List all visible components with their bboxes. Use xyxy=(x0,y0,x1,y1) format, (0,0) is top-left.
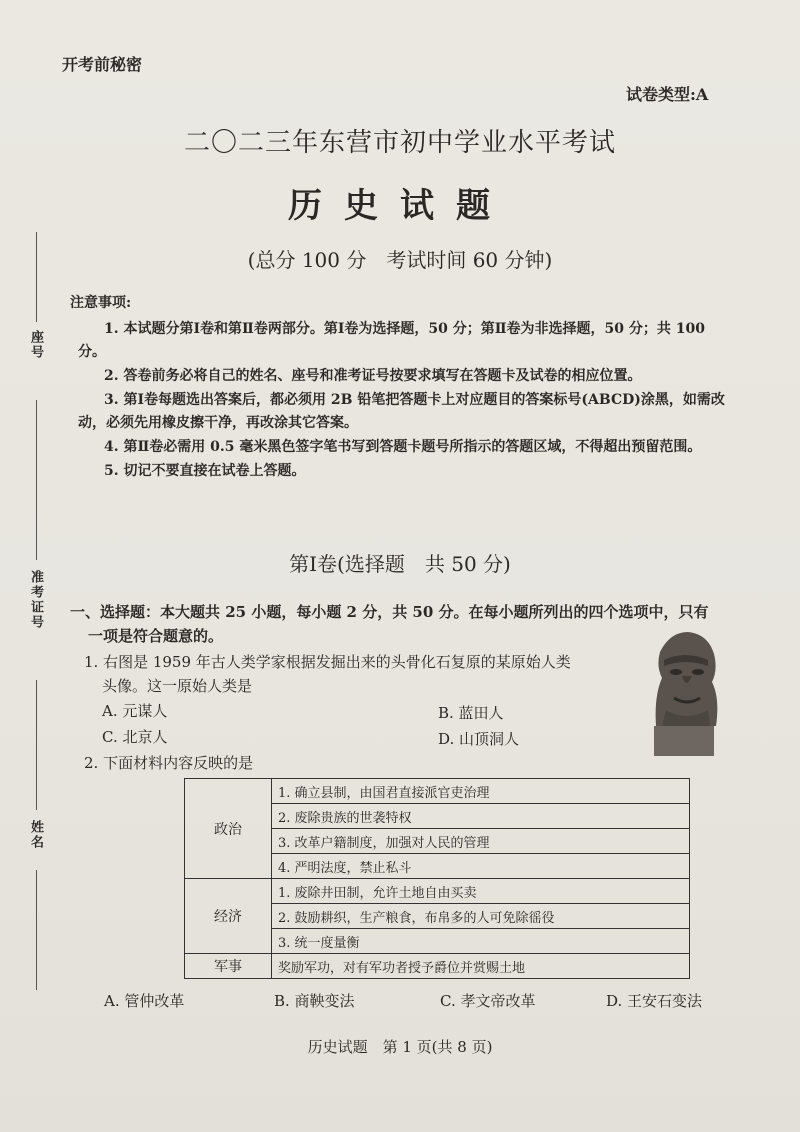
margin-rule xyxy=(36,400,37,560)
note-item: 4. 第Ⅱ卷必需用 0.5 毫米黑色签字笔书写到答题卡题号所指示的答题区域，不得超出预留范围。 xyxy=(104,439,702,455)
reform-content-table xyxy=(184,778,690,979)
table-cell: 2. 鼓励耕织，生产粮食，布帛多的人可免除徭役 xyxy=(272,904,690,929)
instructions-line: 一、选择题：本大题共 25 小题，每小题 2 分，共 50 分。在每小题所列出的四个选项中，只有 xyxy=(70,603,709,621)
table-cell: 奖励军功，对有军功者授予爵位并赏赐土地 xyxy=(272,954,690,979)
subject-title: 历史试题 xyxy=(288,186,512,226)
note-item: 1. 本试题分第Ⅰ卷和第Ⅱ卷两部分。第Ⅰ卷为选择题，50 分；第Ⅱ卷为非选择题，50 分；共 100 分。 xyxy=(78,321,705,360)
q2-option-c[interactable]: C. 孝文帝改革 xyxy=(440,992,536,1010)
instructions-line: 一项是符合题意的。 xyxy=(88,627,224,645)
question-stem: 1. 右图是 1959 年古人类学家根据发掘出来的头骨化石复原的某原始人类 xyxy=(84,653,571,671)
q1-option-a[interactable]: A. 元谋人 xyxy=(102,702,168,720)
table-cell: 1. 确立县制，由国君直接派官吏治理 xyxy=(272,779,690,804)
table-cell: 1. 废除井田制，允许土地自由买卖 xyxy=(272,879,690,904)
q2-option-a[interactable]: A. 管仲改革 xyxy=(104,992,185,1010)
category-cell: 政治 xyxy=(185,779,272,879)
q2-option-b[interactable]: B. 商鞅变法 xyxy=(274,992,355,1010)
margin-rule xyxy=(36,680,37,810)
primitive-human-bust-icon xyxy=(636,626,732,756)
note-item: 5. 切记不要直接在试卷上答题。 xyxy=(104,463,306,479)
page-footer: 历史试题 第 1 页(共 8 页) xyxy=(307,1038,493,1056)
table-cell: 4. 严明法度，禁止私斗 xyxy=(272,854,690,879)
margin-label-name: 姓名 xyxy=(28,820,43,850)
paper-type-label: 试卷类型:A xyxy=(626,85,709,104)
bleed-through-text xyxy=(330,70,343,89)
q1-option-d[interactable]: D. 山顶洞人 xyxy=(438,730,520,748)
note-item: 2. 答卷前务必将自己的姓名、座号和准考证号按要求填写在答题卡及试卷的相应位置。 xyxy=(104,368,642,384)
table-cell: 2. 废除贵族的世袭特权 xyxy=(272,804,690,829)
secret-label: 开考前秘密 xyxy=(62,55,143,74)
table-row xyxy=(185,779,690,804)
margin-label-seat: 座号 xyxy=(28,330,43,360)
exam-title: 二〇二三年东营市初中学业水平考试 xyxy=(183,128,616,158)
q1-option-c[interactable]: C. 北京人 xyxy=(102,728,168,746)
notes-title: 注意事项: xyxy=(70,295,132,311)
section-title: 第Ⅰ卷(选择题 共 50 分) xyxy=(289,552,511,576)
q2-option-d[interactable]: D. 王安石变法 xyxy=(606,992,703,1010)
question-1 xyxy=(84,650,644,698)
notes-list xyxy=(78,318,728,484)
margin-rule xyxy=(36,870,37,990)
note-item: 3. 第Ⅰ卷每题选出答案后，都必须用 2B 铅笔把答题卡上对应题目的答案标号(ABCD)涂黑，如需改动，必须先用橡皮擦干净，再改涂其它答案。 xyxy=(78,392,725,431)
margin-label-ticket: 准考证号 xyxy=(28,570,43,630)
table-row xyxy=(185,879,690,904)
question-2-stem: 2. 下面材料内容反映的是 xyxy=(84,754,254,772)
table-cell: 3. 统一度量衡 xyxy=(272,929,690,954)
question-stem: 头像。这一原始人类是 xyxy=(102,677,253,695)
q1-option-b[interactable]: B. 蓝田人 xyxy=(438,704,504,722)
table-cell: 3. 改革户籍制度，加强对人民的管理 xyxy=(272,829,690,854)
score-time-info: (总分 100 分 考试时间 60 分钟) xyxy=(247,248,553,272)
category-cell: 经济 xyxy=(185,879,272,954)
table-row xyxy=(185,954,690,979)
category-cell: 军事 xyxy=(185,954,272,979)
